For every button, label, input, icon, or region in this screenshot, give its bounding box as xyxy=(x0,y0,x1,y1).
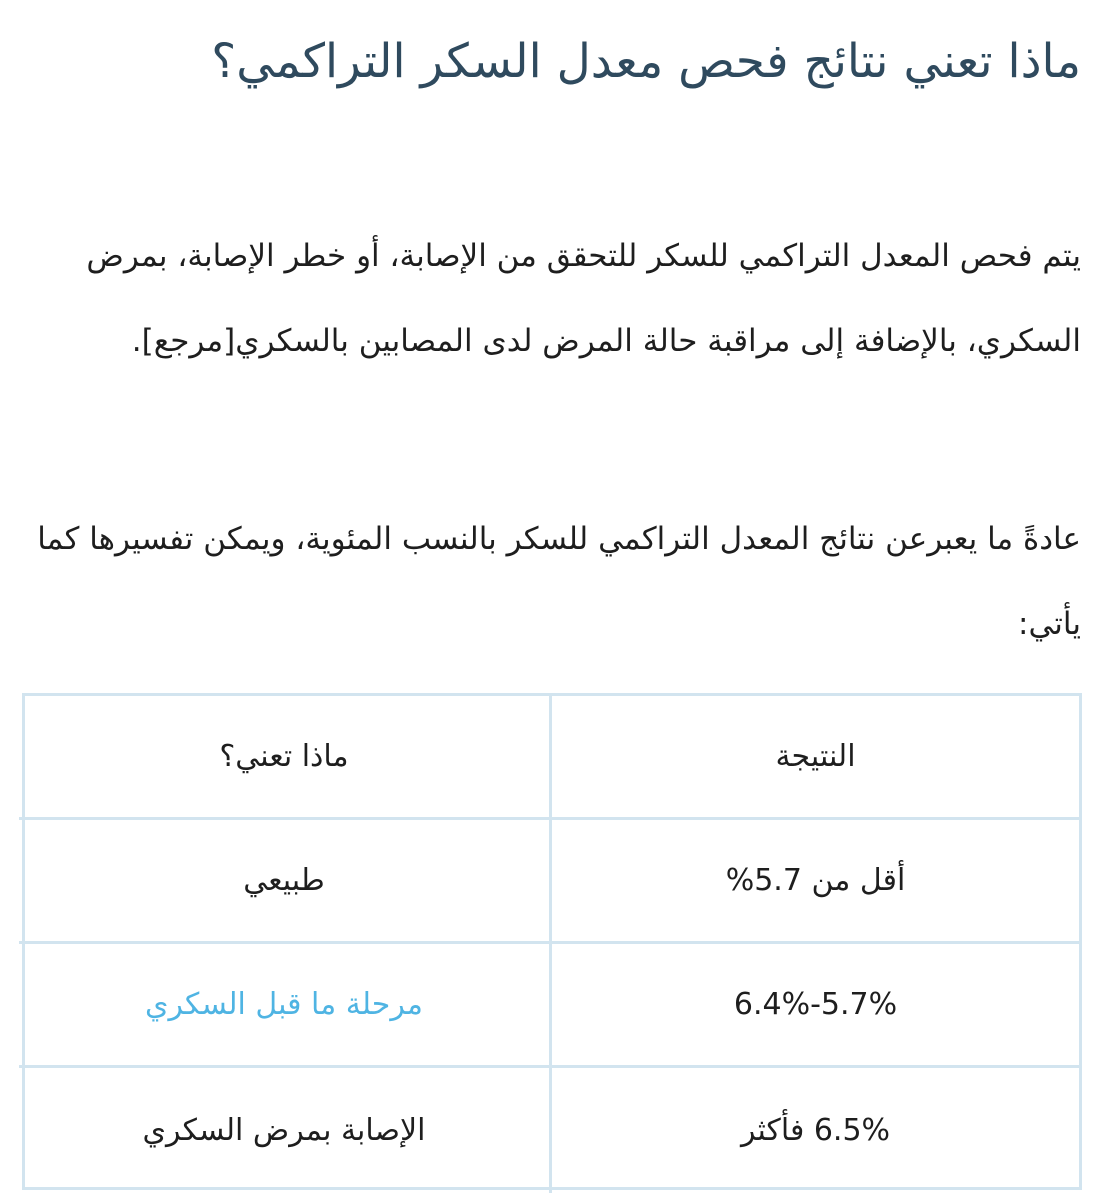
table-header-result: النتيجة xyxy=(549,696,1079,820)
table-cell-meaning-normal: طبيعي xyxy=(19,820,549,944)
article-title: ماذا تعني نتائج فحص معدل السكر التراكمي؟ xyxy=(211,34,1081,89)
table-cell-meaning-diabetes: الإصابة بمرض السكري xyxy=(142,1113,426,1148)
table-cell-result-diabetes: 6.5% فأكثر xyxy=(549,1068,1079,1193)
prediabetes-link[interactable]: مرحلة ما قبل السكري xyxy=(19,944,549,1068)
intro-paragraph: يتم فحص المعدل التراكمي للسكر للتحقق من الإصابة، أو خطر الإصابة، بمرض السكري، بالإضافة إلى مراقبة حالة المرض لدى المصابين بالسكري[مرجع]. xyxy=(86,238,1081,359)
interpretation-paragraph: عادةً ما يعبرعن نتائج المعدل التراكمي للسكر بالنسب المئوية، ويمكن تفسيرها كما يأتي: xyxy=(37,521,1081,642)
table-cell-result-prediabetes: 5.7%-6.4% xyxy=(549,944,1079,1068)
table-header-meaning: ماذا تعني؟ xyxy=(19,696,549,820)
table-cell-result-normal: أقل من 5.7% xyxy=(549,820,1079,944)
hba1c-results-table xyxy=(22,693,1082,1190)
